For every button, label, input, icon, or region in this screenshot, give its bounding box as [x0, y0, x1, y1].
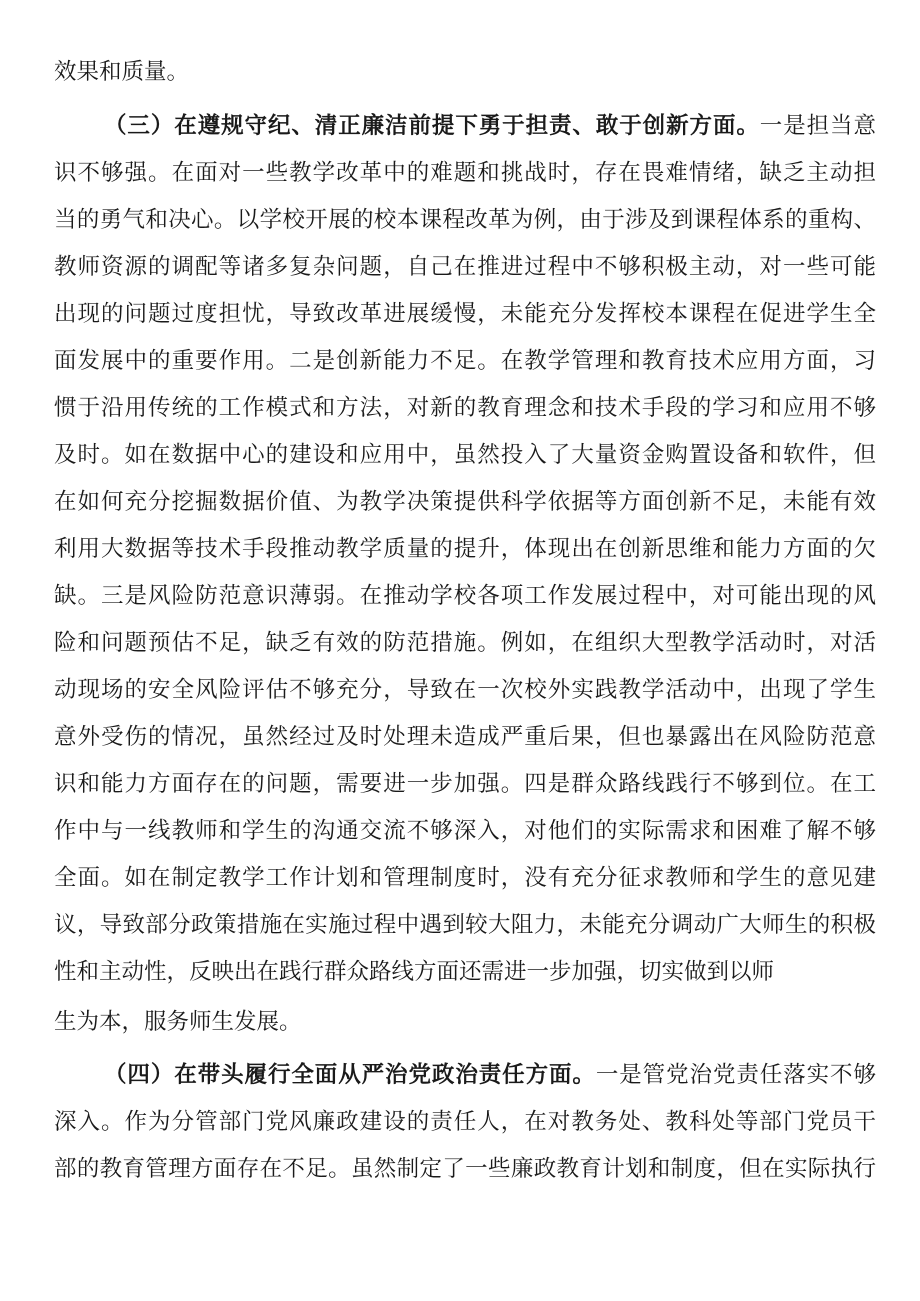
- section-4-line: 深入。作为分管部门党风廉政建设的责任人，在对教务处、教科处等部门党员干: [54, 1109, 876, 1135]
- section-3-line1-rest: 一是担当意: [759, 113, 876, 139]
- section-3-line: 出现的问题过度担忧，导致改革进展缓慢，未能充分发挥校本课程在促进学生全: [54, 301, 876, 327]
- section-3-line: 在如何充分挖掘数据价值、为教学决策提供科学依据等方面创新不足，未能有效: [54, 489, 876, 515]
- section-4-first-line: [104, 1055, 876, 1095]
- section-3-line: 识不够强。在面对一些教学改革中的难题和挑战时，存在畏难情绪，缺乏主动担: [54, 160, 876, 186]
- section-3-line: 惯于沿用传统的工作模式和方法，对新的教育理念和技术手段的学习和应用不够: [54, 395, 876, 421]
- section-3-line: 议，导致部分政策措施在实施过程中遇到较大阻力，未能充分调动广大师生的积极: [54, 912, 876, 938]
- section-3-line: 教师资源的调配等诸多复杂问题，自己在推进过程中不够积极主动，对一些可能: [54, 254, 876, 280]
- section-3-line: 识和能力方面存在的问题，需要进一步加强。四是群众路线践行不够到位。在工: [54, 771, 876, 797]
- section-3-line: 意外受伤的情况，虽然经过及时处理未造成严重后果，但也暴露出在风险防范意: [54, 724, 876, 750]
- section-3-line: 动现场的安全风险评估不够充分，导致在一次校外实践教学活动中，出现了学生: [54, 677, 876, 703]
- section-3-line: 及时。如在数据中心的建设和应用中，虽然投入了大量资金购置设备和软件，但: [54, 442, 876, 468]
- section-4-line: 部的教育管理方面存在不足。虽然制定了一些廉政教育计划和制度，但在实际执行: [54, 1156, 876, 1182]
- section-3-first-line: [104, 106, 876, 146]
- section-3-line: 当的勇气和决心。以学校开展的校本课程改革为例，由于涉及到课程体系的重构、: [54, 207, 876, 233]
- section-3-line: 利用大数据等技术手段推动教学质量的提升，体现出在创新思维和能力方面的欠: [54, 536, 876, 562]
- section-3-line: 面发展中的重要作用。二是创新能力不足。在教学管理和教育技术应用方面，习: [54, 348, 876, 374]
- section-3-line: 作中与一线教师和学生的沟通交流不够深入，对他们的实际需求和困难了解不够: [54, 818, 876, 844]
- section-3-heading: （三）在遵规守纪、清正廉洁前提下勇于担责、敢于创新方面。: [104, 113, 760, 139]
- section-3-line: 险和问题预估不足，缺乏有效的防范措施。例如，在组织大型教学活动时，对活: [54, 630, 876, 656]
- section-3-line: 全面。如在制定教学工作计划和管理制度时，没有充分征求教师和学生的意见建: [54, 865, 876, 891]
- section-3-line: 生为本，服务师生发展。: [54, 1009, 302, 1035]
- paragraph-line: 效果和质量。: [54, 59, 190, 85]
- section-3-line: 缺。三是风险防范意识薄弱。在推动学校各项工作发展过程中，对可能出现的风: [54, 583, 876, 609]
- section-4-heading: （四）在带头履行全面从严治党政治责任方面。: [104, 1062, 596, 1088]
- section-3-line: 性和主动性，反映出在践行群众路线方面还需进一步加强，切实做到以师: [54, 959, 775, 985]
- section-4-line1-rest: 一是管党治党责任落实不够: [595, 1062, 876, 1088]
